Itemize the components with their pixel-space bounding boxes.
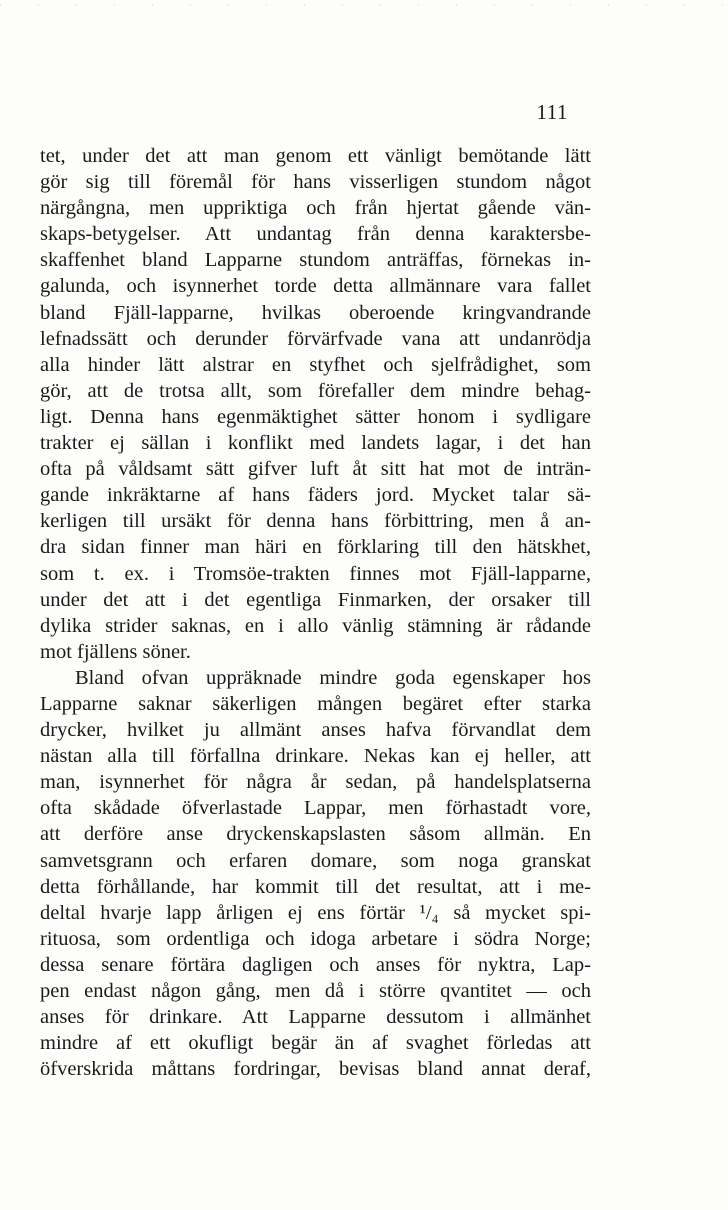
text-line: anses för drinkare. Att Lapparne dessutom i allmänhet	[40, 1006, 591, 1029]
text-line: öfverskrida måttans fordringar, bevisas bland annat deraf,	[40, 1058, 591, 1081]
text-line: kerligen till ursäkt för denna hans förbittring, men å an-	[40, 510, 591, 533]
text-line: bland Fjäll-lapparne, hvilkas oberoende kringvandrande	[40, 301, 591, 324]
body-text	[40, 143, 591, 1082]
paragraph-start-line: Bland ofvan uppräknade mindre goda egenskaper hos	[75, 666, 591, 689]
text-line: samvetsgrann och erfaren domare, som noga granskat	[40, 849, 591, 872]
text-line: som t. ex. i Tromsöe-trakten finnes mot Fjäll-lapparne,	[40, 562, 591, 585]
text-line: deltal hvarje lapp årligen ej ens förtär ¹/₄ så mycket spi-	[40, 901, 591, 924]
text-line: gör sig till föremål för hans visserligen stundom något	[40, 171, 591, 194]
text-line: drycker, hvilket ju allmänt anses hafva förvandlat dem	[40, 719, 591, 742]
paragraph-end-line: mot fjällens söner.	[40, 640, 191, 663]
text-line: ligt. Denna hans egenmäktighet sätter honom i sydligare	[40, 405, 591, 428]
text-line: man, isynnerhet för några år sedan, på handelsplatserna	[40, 771, 591, 794]
text-line: rituosa, som ordentliga och idoga arbetare i södra Norge;	[40, 927, 591, 950]
text-line: gör, att de trotsa allt, som förefaller dem mindre behag-	[40, 379, 591, 402]
text-line: gande inkräktarne af hans fäders jord. Mycket talar sä-	[40, 484, 591, 507]
text-line: närgångna, men uppriktiga och från hjertat gående vän-	[40, 197, 591, 220]
text-line: skaps-betygelser. Att undantag från denna karaktersbe-	[40, 223, 591, 246]
page-number: 111	[536, 100, 568, 124]
text-line: alla hinder lätt alstrar en styfhet och sjelfrådighet, som	[40, 353, 591, 376]
text-line: Lapparne saknar säkerligen mången begäret efter starka	[40, 692, 591, 715]
text-line: pen endast någon gång, men då i större qvantitet — och	[40, 980, 591, 1002]
scan-artifact-top-edge	[0, 4, 728, 6]
text-line: detta förhållande, har kommit till det resultat, att i me-	[40, 875, 591, 898]
text-line: dessa senare förtära dagligen och anses för nyktra, Lap-	[40, 953, 591, 976]
text-line: dra sidan finner man häri en förklaring till den hätskhet,	[40, 536, 591, 559]
text-line: mindre af ett okufligt begär än af svaghet förledas att	[40, 1032, 591, 1055]
text-line: tet, under det att man genom ett vänligt bemötande lätt	[40, 145, 591, 167]
text-line: dylika strider saknas, en i allo vänlig stämning är rådande	[40, 614, 591, 637]
text-line: trakter ej sällan i konflikt med landets lagar, i det han	[40, 432, 591, 455]
text-line: under det att i det egentliga Finmarken, der orsaker till	[40, 588, 591, 611]
text-line: ofta på våldsamt sätt gifver luft åt sitt hat mot de inträn-	[40, 458, 591, 481]
text-line: ofta skådade öfverlastade Lappar, men förhastadt vore,	[40, 797, 591, 820]
text-line: skaffenhet bland Lapparne stundom anträffas, förnekas in-	[40, 249, 591, 272]
text-line: lefnadssätt och derunder förvärfvade vana att undanrödja	[40, 327, 591, 350]
text-line: galunda, och isynnerhet torde detta allmännare vara fallet	[40, 275, 591, 298]
text-line: nästan alla till förfallna drinkare. Nekas kan ej heller, att	[40, 745, 591, 768]
text-line: att derföre anse dryckenskapslasten såsom allmän. En	[40, 823, 591, 846]
